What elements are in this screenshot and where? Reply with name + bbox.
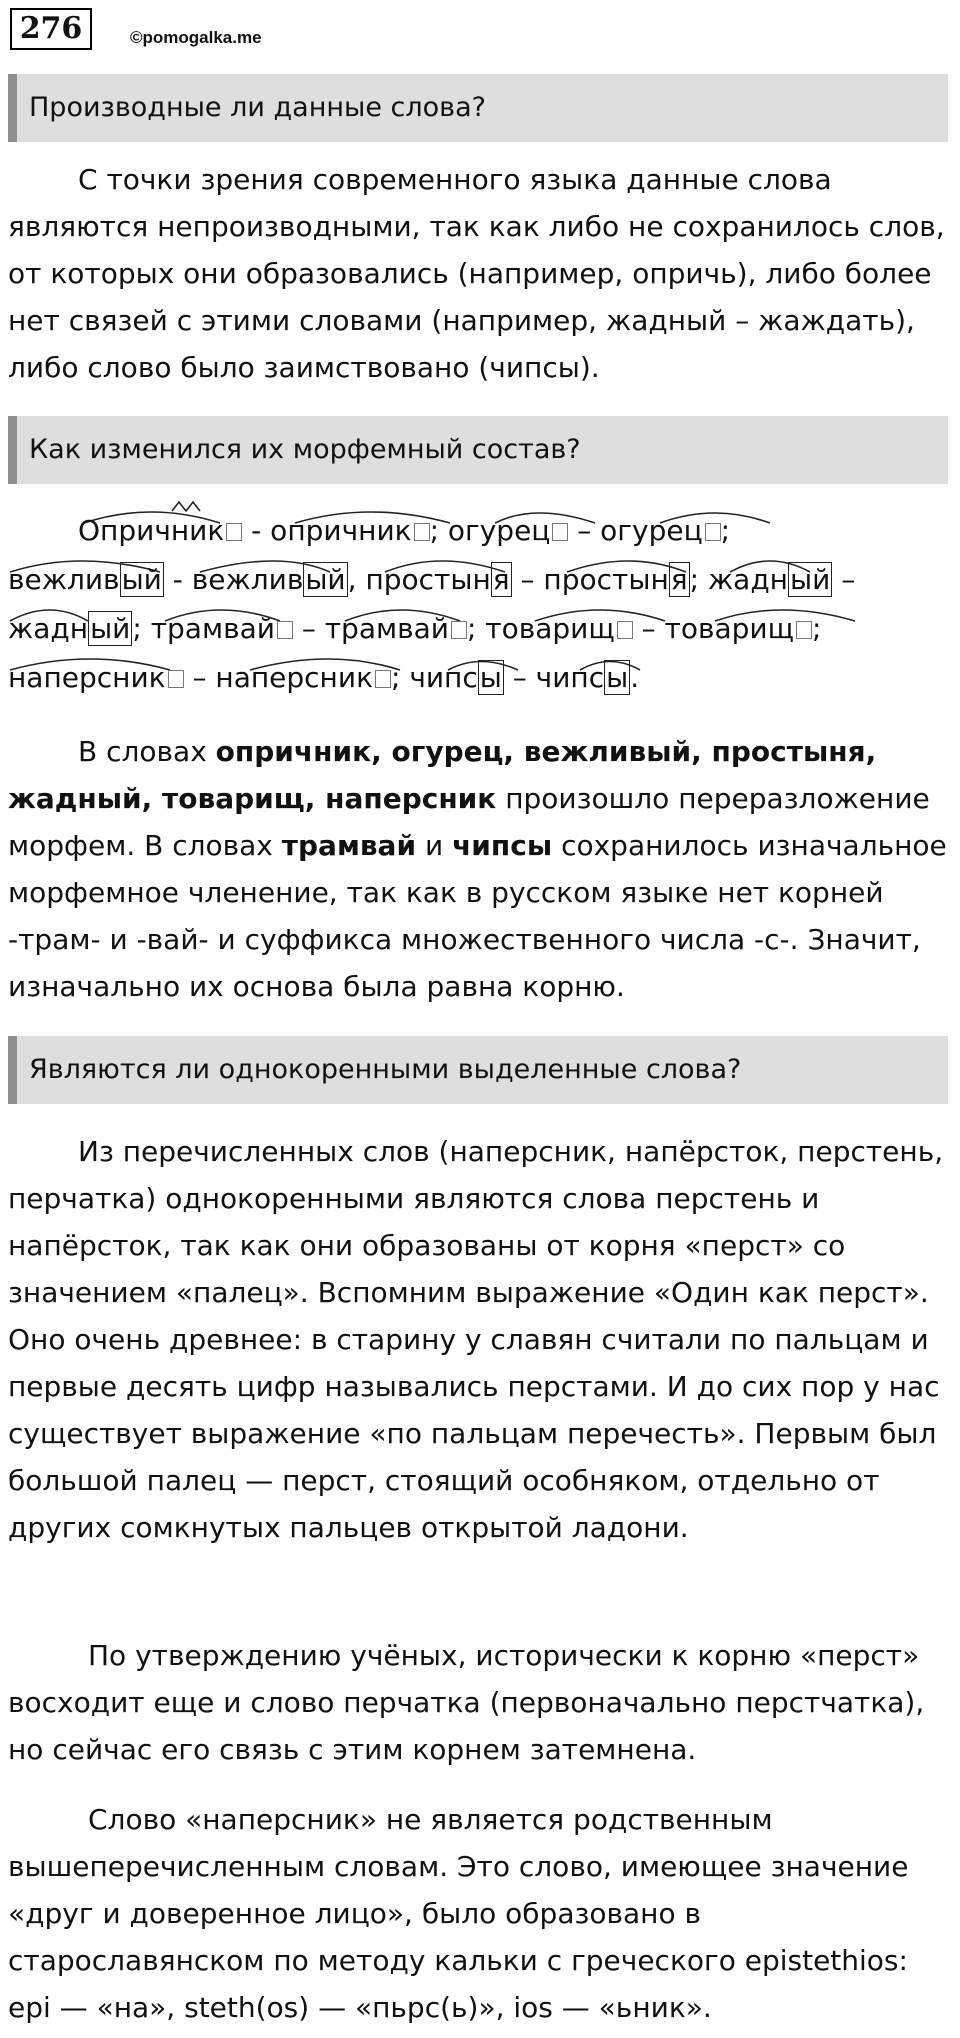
ending-box: я [492,563,510,596]
question-1: Производные ли данные слова? [8,74,948,142]
paragraph-5 [8,1796,953,2031]
word: – огурец [568,514,703,547]
word: – простын [511,563,669,596]
null-ending-box [168,670,184,688]
ending-box: ый [790,563,831,596]
bold-words: опричник, огурец, вежливый, простыня, жадный, товарищ, наперсник [8,735,877,815]
answer-3 [8,1128,953,1551]
null-ending-box [705,523,721,541]
null-ending-box [451,621,467,639]
null-ending-box [552,523,568,541]
morph-line-2 [8,555,953,604]
null-ending-box [277,621,293,639]
word: – трамвай [292,612,449,645]
word: - вежлив [163,563,304,596]
bold-word: чипсы [452,829,553,862]
punct: . [630,661,640,694]
word: ; трамвай [132,612,275,645]
null-ending-box [414,523,430,541]
word: – товарищ [632,612,794,645]
morph-line-4 [8,653,953,702]
text: и [416,829,453,862]
word: ; огурец [429,514,551,547]
ending-box: ы [479,661,502,694]
ending-box: я [670,563,688,596]
answer-2 [8,728,953,1010]
word: наперсник [8,661,166,694]
morph-line-1 [8,506,953,555]
word: жадн [8,612,89,645]
text: сохранилось изначальное морфемное членение, так как в русском языке нет корней -трам- и -вай- и суффикса множественного числа -с-. Значит, изначально их основа была равна корню. [8,829,947,1003]
null-ending-box [796,621,812,639]
task-number: 276 [10,8,92,50]
ending-box: ы [606,661,629,694]
word: вежлив [8,563,120,596]
word: – чипс [503,661,605,694]
morpheme-analysis [8,506,953,702]
null-ending-box [617,621,633,639]
ending-box: ый [121,563,162,596]
word: Опричник [78,514,225,547]
answer-1-text: С точки зрения современного языка данные слова являются непроизводными, так как либо не сохранилось слов, от которых они образовались (например, опричь), либо более нет связей с этими словами (например, жадный – жаждать), либо слово было заимствовано (чипсы). [8,163,945,384]
word: – наперсник [183,661,373,694]
ending-box: ый [305,563,346,596]
punct: ; [812,612,822,645]
bold-word: трамвай [281,829,417,862]
site-credit: ©pomogalka.me [130,28,262,47]
answer-1 [8,156,953,391]
paragraph-5-text: Слово «наперсник» не является родственным вышеперечисленным словам. Это слово, имеющее значение «друг и доверенное лицо», было образовано в старославянском по методу кальки с греческого epistethios: epi — «на», steth(os) — «пьрс(ь)», ios — «ьник». [8,1803,909,2024]
punct: ; [720,514,731,547]
answer-3-text: Из перечисленных слов (наперсник, напёрсток, перстень, перчатка) однокоренными являются слова перстень и напёрсток, так как они образованы от корня «перст» со значением «палец». Вспомним выражение «Один как перст». Оно очень древнее: в старину у славян считали по пальцам и первые десять цифр назывались перстами. И до сих пор у нас существует выражение «по пальцам перечесть». Первым был большой палец — перст, стоящий особняком, отдельно от других сомкнутых пальцев открытой ладони. [8,1135,944,1544]
null-ending-box [375,670,391,688]
question-3: Являются ли однокоренными выделенные слова? [8,1036,948,1104]
word: ; чипс [390,661,478,694]
word: ; жадн [689,563,788,596]
paragraph-4-text: По утверждению учёных, исторически к корню «перст» восходит еще и слово перчатка (первоначально перстчатка), но сейчас его связь с этим корнем затемнена. [8,1639,925,1766]
morph-line-3 [8,604,953,653]
word: - опричник [242,514,412,547]
null-ending-box [226,523,242,541]
text: произошло переразложение морфем. В словах [8,782,930,862]
punct: – [832,563,856,596]
ending-box: ый [90,612,131,645]
paragraph-4 [8,1632,953,1773]
word: , простын [347,563,491,596]
text: В словах [78,735,216,768]
question-2: Как изменился их морфемный состав? [8,416,948,484]
word: ; товарищ [466,612,615,645]
